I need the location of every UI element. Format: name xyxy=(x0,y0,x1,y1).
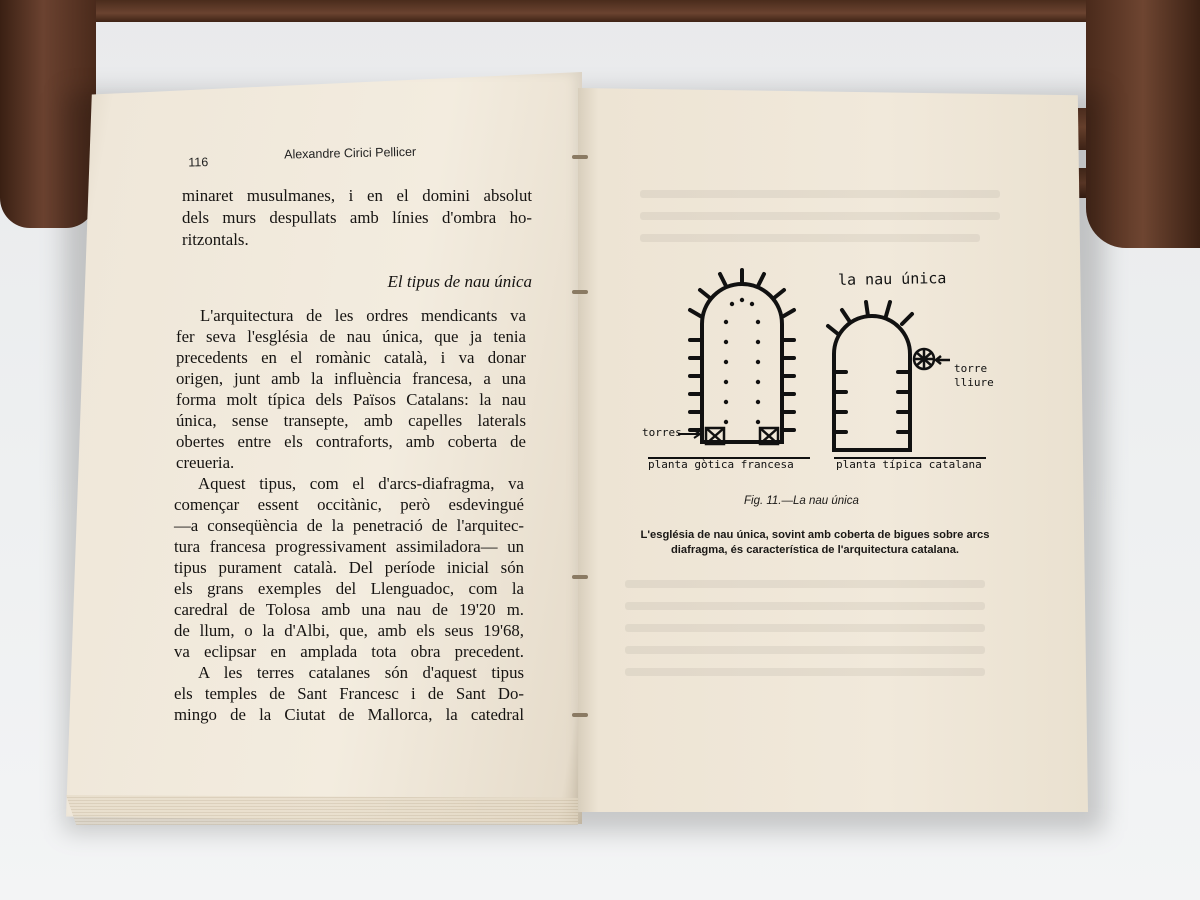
text-line: dels murs despullats amb línies d'ombra ho- xyxy=(182,208,532,227)
text-line: els temples de Sant Francesc i de Sant Do- xyxy=(174,684,524,703)
label-lliure: lliure xyxy=(954,376,994,389)
text-line: única, sense transepte, amb capelles laterals xyxy=(176,411,526,430)
show-through-text xyxy=(625,580,985,588)
page-number: 116 xyxy=(188,155,209,170)
text-line: minaret musulmanes, i en el domini absolut xyxy=(182,186,532,205)
binding-stitch xyxy=(572,575,588,579)
show-through-text xyxy=(625,668,985,676)
figure-caption: Fig. 11.—La nau única xyxy=(744,495,859,507)
text-line: fer seva l'església de nau única, que ja tenia xyxy=(176,327,526,346)
text-line: forma molt típica dels Països Catalans: la nau xyxy=(176,390,526,409)
label-torre-lliure xyxy=(954,362,994,390)
show-through-text xyxy=(625,646,985,654)
floor-plan-drawing xyxy=(640,262,1000,486)
text-line: els grans exemples del Llenguadoc, com la xyxy=(174,579,524,598)
text-line: tipus purament català. Del període inicial són xyxy=(174,558,524,577)
show-through-text xyxy=(625,602,985,610)
binding-stitch xyxy=(572,290,588,294)
text-line: L'arquitectura de les ordres mendicants va xyxy=(200,306,526,325)
text-line: ritzontals. xyxy=(182,230,249,249)
label-torres: torres xyxy=(642,426,682,439)
label-french-gothic-plan: planta gòtica francesa xyxy=(648,458,794,471)
french-gothic-plan-outline xyxy=(702,284,782,442)
text-line: A les terres catalanes són d'aquest tipus xyxy=(198,663,524,682)
wooden-stand-top xyxy=(0,0,1200,22)
text-line: creueria. xyxy=(176,453,235,472)
figure-church-plans xyxy=(640,262,1000,486)
show-through-text xyxy=(640,190,1000,198)
text-line: obertes entre els contraforts, amb coberta de xyxy=(176,432,526,451)
catalan-plan-outline xyxy=(834,316,910,450)
text-line: precedents en el romànic català, i va donar xyxy=(176,348,526,367)
binding-stitch xyxy=(572,155,588,159)
show-through-text xyxy=(625,624,985,632)
label-torre: torre xyxy=(954,362,988,375)
figure-description-line: diafragma, és característica de l'arquitectura catalana. xyxy=(670,544,960,556)
figure-description-line: L'església de nau única, sovint amb coberta de bigues sobre arcs xyxy=(640,529,990,541)
show-through-text xyxy=(640,212,1000,220)
text-line: mingo de la Ciutat de Mallorca, la catedral xyxy=(174,705,524,724)
section-heading: El tipus de nau única xyxy=(387,272,532,291)
free-tower-symbol xyxy=(914,349,950,369)
figure-description xyxy=(640,528,990,558)
text-line: de llum, o la d'Albi, que, amb els seus 19'68, xyxy=(174,621,524,640)
text-line: origen, junt amb la influència francesa, a una xyxy=(176,369,526,388)
text-line: —a conseqüència de la penetració de l'arquitec- xyxy=(174,516,524,535)
text-line: va eclipsar en amplada tota obra precedent. xyxy=(174,642,524,661)
text-line: Aquest tipus, com el d'arcs-diafragma, va xyxy=(198,474,524,493)
text-line: tura francesa progressivament assimiladora— un xyxy=(174,537,524,556)
text-line: caredral de Tolosa amb una nau de 19'20 m. xyxy=(174,600,524,619)
text-line: començar essent occitànic, però esdevingué xyxy=(174,495,524,514)
binding-stitch xyxy=(572,713,588,717)
label-catalan-plan: planta típica catalana xyxy=(836,458,982,471)
author-name: Alexandre Cirici Pellicer xyxy=(284,144,417,162)
show-through-text xyxy=(640,234,980,242)
page-stack-edge xyxy=(66,795,578,825)
figure-handwritten-title: la nau única xyxy=(837,269,947,289)
